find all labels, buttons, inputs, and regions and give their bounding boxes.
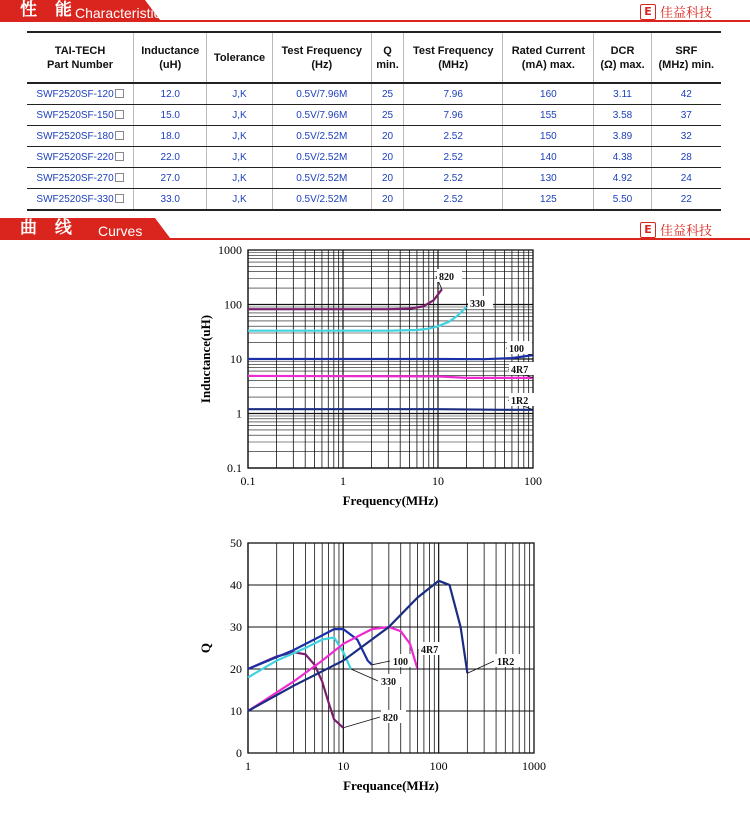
cell-value: 25 <box>381 88 394 100</box>
cell-value: 28 <box>680 151 692 163</box>
spec-table <box>27 31 721 211</box>
cell-value: 24 <box>680 172 692 184</box>
y-axis-label: Q <box>198 642 213 654</box>
table-row <box>27 83 721 105</box>
variant-box-icon <box>115 152 124 161</box>
table-cell <box>503 189 594 211</box>
table-cell <box>371 189 403 211</box>
x-tick-label: 1000 <box>522 759 546 773</box>
cell-value: SWF2520SF-180 <box>36 130 114 142</box>
y-tick-label: 0.1 <box>227 461 242 475</box>
table-cell <box>594 189 651 211</box>
inductance-chart <box>180 240 560 515</box>
series-label: 1R2 <box>511 396 529 407</box>
cell-value: J,K <box>232 109 247 121</box>
series-label: 100 <box>393 657 408 668</box>
table-cell <box>134 168 207 189</box>
table-cell <box>594 83 651 105</box>
table-cell <box>27 105 134 126</box>
table-row <box>27 189 721 211</box>
y-tick-label: 100 <box>224 297 242 312</box>
cell-value: 140 <box>540 151 557 163</box>
table-cell <box>503 126 594 147</box>
variant-box-icon <box>115 173 124 182</box>
table-row <box>27 105 721 126</box>
table-cell <box>134 126 207 147</box>
series-line-100 <box>248 629 372 669</box>
table-cell <box>134 83 207 105</box>
cell-value: 0.5V/2.52M <box>296 172 348 184</box>
series-label: 330 <box>381 677 396 688</box>
table-cell <box>207 126 272 147</box>
table-cell <box>371 83 403 105</box>
variant-box-icon <box>115 194 124 203</box>
table-cell <box>594 168 651 189</box>
brand-name: 佳益科技 <box>659 224 712 239</box>
variant-box-icon <box>115 131 124 140</box>
y-tick-label: 10 <box>230 352 242 366</box>
cell-value: 5.50 <box>612 193 633 205</box>
series-label: 330 <box>470 299 485 310</box>
table-cell <box>272 189 371 211</box>
column-header: Tolerance <box>207 32 272 83</box>
series-line-1R2 <box>248 409 533 410</box>
cell-value: SWF2520SF-330 <box>36 193 114 205</box>
x-tick-label: 10 <box>432 474 444 488</box>
column-header: DCR (Ω) max. <box>594 32 651 83</box>
series-label: 1R2 <box>497 657 515 668</box>
cell-value: J,K <box>232 193 247 205</box>
cell-value: 20 <box>381 151 394 163</box>
x-tick-label: 10 <box>337 759 350 773</box>
series-line-100 <box>248 355 533 359</box>
brand-mark <box>640 2 712 21</box>
table-cell <box>404 147 503 168</box>
cell-value: 2.52 <box>443 130 463 142</box>
table-cell <box>503 168 594 189</box>
cell-value: 125 <box>540 193 557 205</box>
cell-value: 2.52 <box>443 151 463 163</box>
cell-value: SWF2520SF-220 <box>36 151 114 163</box>
cell-value: 3.58 <box>612 109 633 121</box>
x-tick-label: 100 <box>429 759 448 773</box>
table-cell <box>503 83 594 105</box>
series-label-leader <box>351 669 378 681</box>
table-cell <box>404 189 503 211</box>
curves-header <box>0 218 750 240</box>
cell-value: 0.5V/2.52M <box>296 151 348 163</box>
series-label-leader <box>372 661 390 665</box>
characteristics-header <box>0 0 750 22</box>
cell-value: 22 <box>680 193 692 205</box>
x-tick-label: 1 <box>245 759 251 773</box>
table-cell <box>371 168 403 189</box>
cell-value: SWF2520SF-120 <box>36 88 114 100</box>
variant-box-icon <box>115 110 124 119</box>
series-label: 4R7 <box>421 645 439 656</box>
table-cell <box>134 105 207 126</box>
brand-name: 佳益科技 <box>659 6 712 21</box>
y-tick-label: 1000 <box>218 243 242 257</box>
table-cell <box>651 105 721 126</box>
column-header: Rated Current (mA) max. <box>503 32 594 83</box>
cell-value: 0.5V/7.96M <box>296 88 348 100</box>
table-cell <box>207 168 272 189</box>
table-row <box>27 168 721 189</box>
series-line-820 <box>248 289 442 309</box>
table-cell <box>404 168 503 189</box>
table-cell <box>207 83 272 105</box>
series-label: 100 <box>509 344 524 355</box>
q-chart <box>200 530 560 817</box>
y-tick-label: 10 <box>230 704 242 718</box>
table-cell <box>404 83 503 105</box>
cell-value: 20 <box>381 193 394 205</box>
cell-value: 3.89 <box>612 130 633 142</box>
header-title-en: Characteristics <box>75 5 168 21</box>
x-axis-label: Frequance(MHz) <box>343 778 439 793</box>
cell-value: 2.52 <box>443 193 463 205</box>
table-row <box>27 147 721 168</box>
column-header: SRF (MHz) min. <box>651 32 721 83</box>
table-row <box>27 126 721 147</box>
column-header: Test Frequency (Hz) <box>272 32 371 83</box>
x-tick-label: 100 <box>524 474 542 488</box>
table-cell <box>651 147 721 168</box>
series-line-4R7 <box>248 376 533 378</box>
cell-value: 0.5V/7.96M <box>296 109 348 121</box>
cell-value: 37 <box>680 109 692 121</box>
y-tick-label: 50 <box>230 536 242 550</box>
cell-value: J,K <box>232 172 247 184</box>
table-cell <box>207 189 272 211</box>
table-cell <box>594 147 651 168</box>
table-cell <box>272 168 371 189</box>
series-label: 4R7 <box>511 365 529 376</box>
brand-logo-icon: E <box>640 4 656 20</box>
header-title-en: Curves <box>98 223 143 239</box>
cell-value: SWF2520SF-150 <box>36 109 114 121</box>
cell-value: 7.96 <box>443 88 463 100</box>
table-cell <box>207 147 272 168</box>
header-title-cn: 曲 线 <box>20 218 78 238</box>
x-tick-label: 0.1 <box>240 474 256 488</box>
cell-value: 33.0 <box>160 193 180 205</box>
table-cell <box>371 126 403 147</box>
cell-value: 20 <box>381 172 394 184</box>
table-cell <box>134 189 207 211</box>
table-cell <box>272 105 371 126</box>
table-cell <box>371 105 403 126</box>
table-cell <box>404 105 503 126</box>
series-line-330 <box>248 638 351 678</box>
variant-box-icon <box>115 89 124 98</box>
header-title-cn: 性 能 <box>20 0 78 20</box>
series-label-leader <box>467 661 494 673</box>
x-axis-label: Frequency(MHz) <box>342 493 439 508</box>
series-label-leader <box>343 717 380 728</box>
brand-logo-icon: E <box>640 222 656 238</box>
table-cell <box>27 83 134 105</box>
y-tick-label: 1 <box>236 406 242 421</box>
cell-value: 150 <box>540 130 557 142</box>
y-tick-label: 20 <box>230 662 242 676</box>
cell-value: 22.0 <box>160 151 180 163</box>
table-cell <box>404 126 503 147</box>
cell-value: 27.0 <box>160 172 180 184</box>
table-cell <box>651 83 721 105</box>
table-cell <box>594 105 651 126</box>
cell-value: J,K <box>232 130 247 142</box>
y-axis-label: Inductance(uH) <box>198 314 213 404</box>
table-cell <box>272 147 371 168</box>
table-cell <box>207 105 272 126</box>
column-header: Inductance (uH) <box>134 32 207 83</box>
table-cell <box>594 126 651 147</box>
cell-value: 0.5V/2.52M <box>296 130 348 142</box>
table-cell <box>27 168 134 189</box>
y-tick-label: 40 <box>230 578 242 592</box>
cell-value: 160 <box>540 88 557 100</box>
cell-value: SWF2520SF-270 <box>36 172 114 184</box>
column-header: Q min. <box>371 32 403 83</box>
cell-value: 20 <box>381 130 394 142</box>
series-label: 820 <box>383 713 398 724</box>
cell-value: J,K <box>232 151 247 163</box>
table-cell <box>272 126 371 147</box>
table-cell <box>134 147 207 168</box>
cell-value: 130 <box>540 172 557 184</box>
cell-value: 0.5V/2.52M <box>296 193 348 205</box>
cell-value: 3.11 <box>613 88 632 100</box>
table-cell <box>272 83 371 105</box>
table-cell <box>371 147 403 168</box>
cell-value: 32 <box>680 130 692 142</box>
cell-value: 2.52 <box>443 172 463 184</box>
cell-value: 18.0 <box>160 130 180 142</box>
table-cell <box>503 147 594 168</box>
table-cell <box>27 147 134 168</box>
cell-value: 4.38 <box>612 151 633 163</box>
table-cell <box>651 126 721 147</box>
brand-mark <box>640 220 712 239</box>
table-cell <box>651 189 721 211</box>
cell-value: 4.92 <box>612 172 633 184</box>
cell-value: 25 <box>381 109 394 121</box>
table-cell <box>27 189 134 211</box>
cell-value: 7.96 <box>443 109 463 121</box>
table-cell <box>651 168 721 189</box>
cell-value: J,K <box>232 88 247 100</box>
y-tick-label: 0 <box>236 746 242 760</box>
column-header: TAI-TECH Part Number <box>47 44 114 71</box>
y-tick-label: 30 <box>230 620 242 634</box>
cell-value: 42 <box>680 88 692 100</box>
x-tick-label: 1 <box>340 474 346 488</box>
column-header: Test Frequency (MHz) <box>404 32 503 83</box>
cell-value: 155 <box>540 109 557 121</box>
series-label: 820 <box>439 272 454 283</box>
table-cell <box>503 105 594 126</box>
cell-value: 15.0 <box>160 109 180 121</box>
table-cell <box>27 126 134 147</box>
cell-value: 12.0 <box>160 88 180 100</box>
